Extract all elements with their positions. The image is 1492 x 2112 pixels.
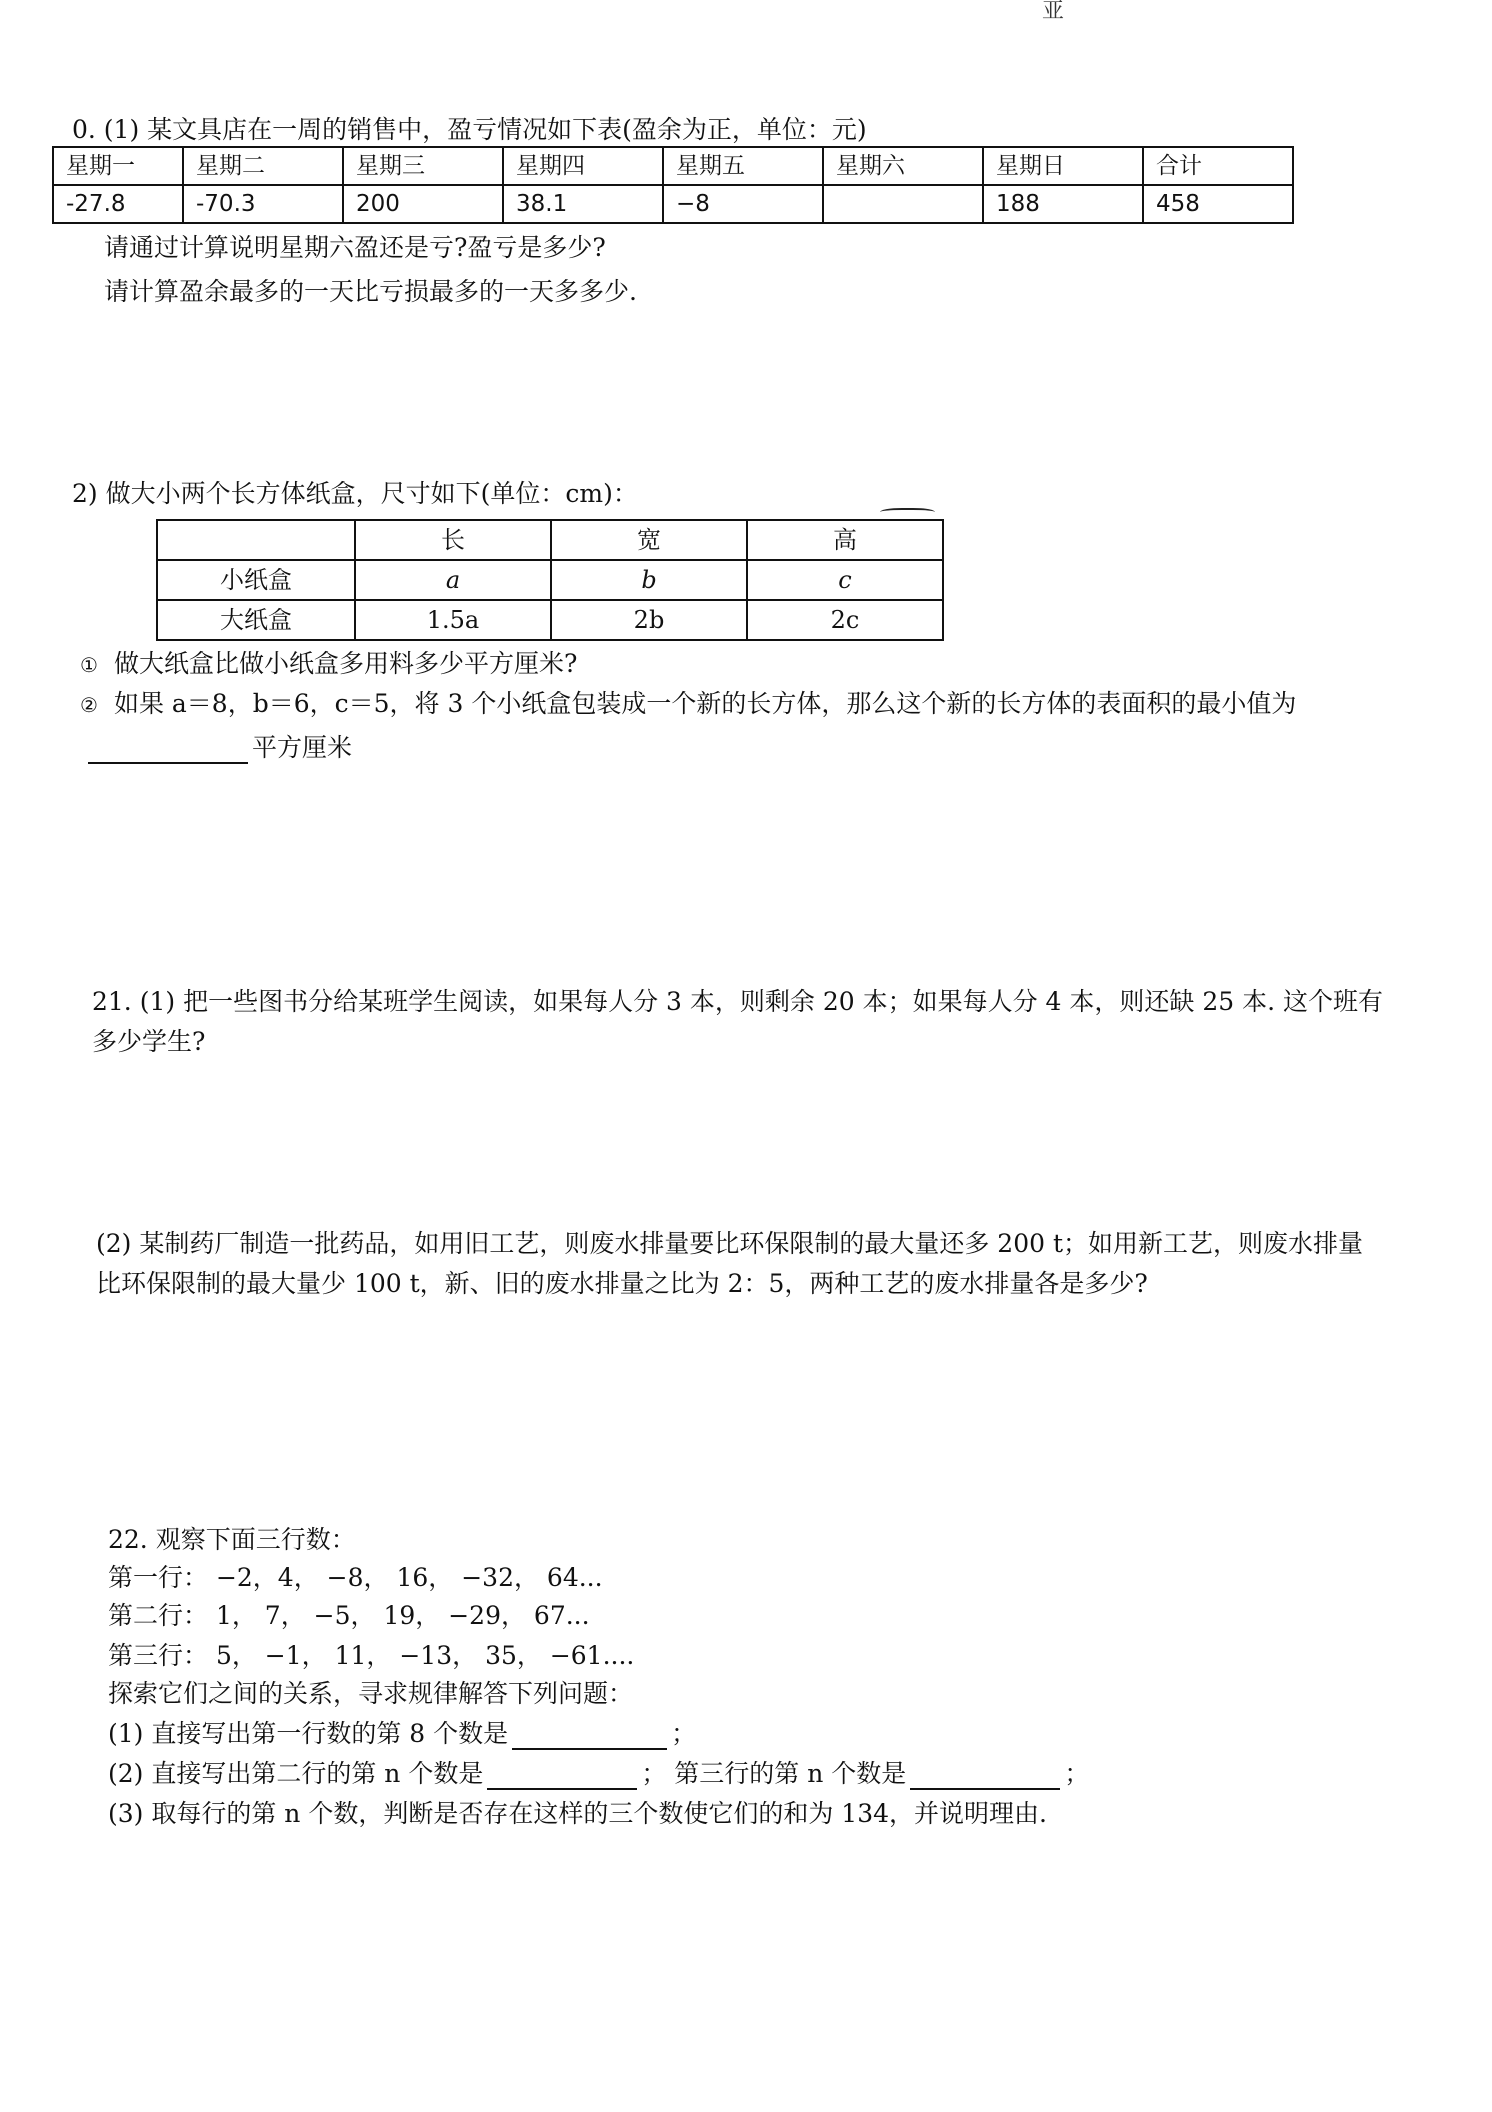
table-header-cell: 星期二 [183,147,343,185]
table-cell: 38.1 [503,185,663,223]
q20-q2-answer [84,732,352,764]
q22-explore: 探索它们之间的关系，寻求规律解答下列问题： [108,1679,634,1708]
q22-row1: 第一行： −2，4， −8， 16， −32， 64... [108,1563,603,1592]
table-row [157,600,943,640]
table-cell: 1.5a [355,600,551,640]
table-row [157,560,943,600]
q21-p2-line1: (2) 某制药厂制造一批药品，如用旧工艺，则废水排量要比环保限制的最大量还多 200 t；如用新工艺，则废水排量 [96,1229,1364,1258]
answer-blank[interactable] [88,736,248,764]
table-cell: b [551,560,747,600]
table-header-cell: 星期一 [53,147,183,185]
table-header-row [53,147,1293,185]
table-header-cell: 长 [355,520,551,560]
table-header-cell [157,520,355,560]
answer-blank[interactable] [487,1762,637,1790]
table-header-cell: 宽 [551,520,747,560]
table-header-row [157,520,943,560]
q22-q2-text-b: ； 第三行的第 n 个数是 [641,1759,907,1788]
q21-p1-line2: 多少学生? [92,1027,206,1056]
table-cell: 小纸盒 [157,560,355,600]
table-cell: 458 [1143,185,1293,223]
table-cell: a [355,560,551,600]
answer-blank[interactable] [910,1762,1060,1790]
q20-q1 [80,648,577,681]
q22-row2: 第二行： 1， 7， −5， 19， −29， 67... [108,1601,590,1630]
table-cell [823,185,983,223]
q22-q1 [108,1718,696,1750]
table-cell: 大纸盒 [157,600,355,640]
q22-row3: 第三行： 5， −1， 11， −13， 35， −61.... [108,1641,635,1670]
table-header-cell: 星期三 [343,147,503,185]
table-cell: 2c [747,600,943,640]
q20-q2 [80,688,1296,721]
table-cell: -27.8 [53,185,183,223]
table-header-cell: 星期五 [663,147,823,185]
table-header-cell: 高 [747,520,943,560]
q22-title: 22. 观察下面三行数： [108,1525,356,1554]
table-cell: 200 [343,185,503,223]
q20-sub1: 请通过计算说明星期六盈还是亏?盈亏是多少? [104,233,606,262]
q20-intro: 0. (1) 某文具店在一周的销售中，盈亏情况如下表(盈余为正，单位：元) [72,115,867,144]
table-row [53,185,1293,223]
box-size-table [156,519,944,641]
q20-q1-text: 做大纸盒比做小纸盒多用料多少平方厘米? [113,649,578,678]
q21-p1-line1: 21. (1) 把一些图书分给某班学生阅读，如果每人分 3 本，则剩余 20 本；如果每人分 4 本，则还缺 25 本. 这个班有 [92,987,1383,1016]
q22-q2 [108,1758,1089,1790]
punctuation: ； [1064,1759,1090,1788]
table-header-cell: 星期四 [503,147,663,185]
profit-loss-table [52,146,1294,224]
q20-sub2: 请计算盈余最多的一天比亏损最多的一天多多少. [104,277,637,306]
circle-number: ① [80,653,98,677]
punctuation: ； [671,1719,697,1748]
q22-q2-text-a: (2) 直接写出第二行的第 n 个数是 [108,1759,484,1788]
q22-q3: (3) 取每行的第 n 个数，判断是否存在这样的三个数使它们的和为 134，并说明理由. [108,1799,1047,1828]
table-cell: -70.3 [183,185,343,223]
q20-q2-text: 如果 a＝8，b＝6，c＝5，将 3 个小纸盒包装成一个新的长方体，那么这个新的长方体的表面积的最小值为 [113,689,1297,718]
answer-blank[interactable] [512,1722,667,1750]
q21-p2-line2: 比环保限制的最大量少 100 t，新、旧的废水排量之比为 2：5，两种工艺的废水排量各是多少? [96,1269,1148,1298]
table-header-cell: 星期六 [823,147,983,185]
table-cell: −8 [663,185,823,223]
table-cell: 2b [551,600,747,640]
table-header-cell: 合计 [1143,147,1293,185]
circle-number: ② [80,693,98,717]
q20-part2-intro: 2) 做大小两个长方体纸盒，尺寸如下(单位：cm)： [72,479,638,508]
pen-stroke [880,508,935,518]
unit-label: 平方厘米 [252,733,353,762]
table-header-cell: 星期日 [983,147,1143,185]
table-cell: c [747,560,943,600]
q22-q1-text: (1) 直接写出第一行数的第 8 个数是 [108,1719,509,1748]
table-cell: 188 [983,185,1143,223]
stray-header-mark: 亚 [1042,0,1065,24]
